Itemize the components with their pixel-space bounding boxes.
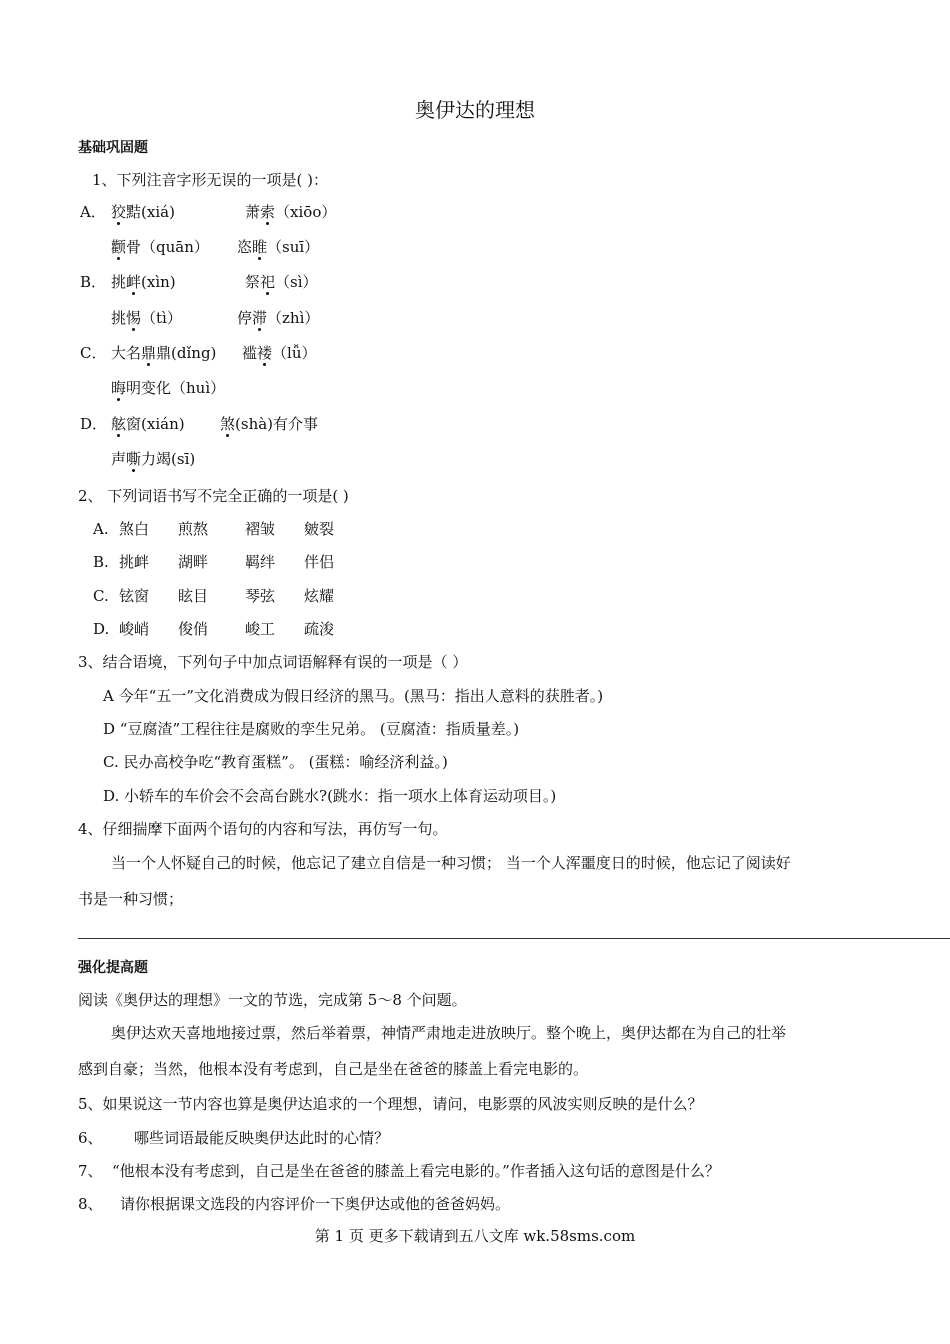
section-heading-basic: 基础巩固题 — [78, 140, 148, 156]
emphasis-dot-char: 惕 — [126, 309, 142, 327]
question-text: 哪些词语最能反映奥伊达此时的心情？ — [134, 1129, 390, 1147]
q2-option-label: A. — [93, 520, 109, 538]
q1-word: 声嘶力竭(sī) — [111, 450, 196, 468]
q2-word: 羁绊 — [245, 553, 276, 571]
emphasis-dot-char: 晦 — [111, 379, 127, 397]
reading-intro: 阅读《奥伊达的理想》一文的节选，完成第 5～8 个问题。 — [78, 991, 467, 1009]
q1-word: 狡黠(xiá) — [111, 203, 175, 221]
q3-option: D “豆腐渣”工程往往是腐败的孪生兄弟。 (豆腐渣：指质量差。) — [103, 720, 520, 738]
q3-option: D. 小轿车的车价会不会高台跳水?(跳水：指一项水上体育运动项目。) — [103, 787, 557, 805]
q1-word: 晦明变化（huì） — [111, 379, 226, 397]
emphasis-dot-char: 鼎 — [141, 344, 157, 362]
emphasis-dot-char: 嘶 — [126, 450, 142, 468]
answer-line — [78, 938, 950, 939]
q1-word: 颧骨（quān） — [111, 238, 209, 256]
q2-word: 伴侣 — [304, 553, 335, 571]
q1-word: 恣睢（suī） — [237, 238, 320, 256]
q1-word: 萧索（xiōo） — [245, 203, 337, 221]
q4-stem: 4、仔细揣摩下面两个语句的内容和写法，再仿写一句。 — [78, 820, 448, 838]
q1-option-label: B． — [80, 273, 107, 291]
q1-word: 祭祀（sì） — [245, 273, 318, 291]
q1-word: 大名鼎鼎(dǐng) — [111, 344, 217, 362]
emphasis-dot-char: 褛 — [257, 344, 273, 362]
page-footer: 第 1 页 更多下载请到五八文库 wk.58sms.com — [314, 1227, 636, 1245]
q3-option: A 今年“五一”文化消费成为假日经济的黑马。(黑马：指出人意料的获胜者。) — [103, 687, 604, 705]
reading-passage-line: 奥伊达欢天喜地地接过票，然后举着票，神情严肃地走进放映厅。整个晚上，奥伊达都在为自己的壮举 — [111, 1024, 787, 1042]
q2-word: 峻峭 — [119, 620, 150, 638]
question-text: “他根本没有考虑到，自己是坐在爸爸的膝盖上看完电影的。”作者插入这句话的意图是什么？ — [112, 1162, 720, 1180]
q2-word: 煎熬 — [178, 520, 209, 538]
question-number: 6、 — [78, 1129, 103, 1147]
question-number: 8、 — [78, 1195, 103, 1213]
q2-word: 眩目 — [178, 587, 209, 605]
q1-option-label: D． — [80, 415, 108, 433]
question-item: 5、如果说这一节内容也算是奥伊达追求的一个理想，请问，电影票的风波实则反映的是什么？ — [78, 1095, 703, 1113]
q2-word: 琴弦 — [245, 587, 276, 605]
q1-option-label: A． — [80, 203, 106, 221]
q1-stem: 1、下列注音字形无误的一项是( )： — [92, 171, 329, 189]
q2-word: 炫耀 — [304, 587, 335, 605]
emphasis-dot-char: 舷 — [111, 415, 127, 433]
q2-word: 俊俏 — [178, 620, 209, 638]
emphasis-dot-char: 衅 — [126, 273, 142, 291]
page-title: 奥伊达的理想 — [415, 98, 535, 122]
q2-word: 褶皱 — [245, 520, 276, 538]
q2-word: 峻工 — [245, 620, 276, 638]
q1-word: 挑惕（tì） — [111, 309, 182, 327]
q3-option: C. 民办高校争吃“教育蛋糕”。 (蛋糕：喻经济利益。) — [103, 753, 448, 771]
reading-passage-line: 感到自豪；当然，他根本没有考虑到，自己是坐在爸爸的膝盖上看完电影的。 — [78, 1060, 589, 1078]
q2-option-label: D. — [93, 620, 110, 638]
q1-word: 舷窗(xián) — [111, 415, 185, 433]
q4-example-line: 书是一种习惯； — [78, 890, 184, 908]
q4-example-line: 当一个人怀疑自己的时候，他忘记了建立自信是一种习惯； 当一个人浑噩度日的时候，他忘记了阅读好 — [111, 854, 791, 872]
q3-stem: 3、结合语境，下列句子中加点词语解释有误的一项是（ ） — [78, 653, 468, 671]
question-number: 7、 — [78, 1162, 103, 1180]
q1-word: 停滞（zhì） — [237, 309, 320, 327]
emphasis-dot-char: 滞 — [252, 309, 268, 327]
q2-stem: 2、 下列词语书写不完全正确的一项是( ) — [78, 487, 349, 505]
emphasis-dot-char: 索 — [260, 203, 276, 221]
q2-option-label: B. — [93, 553, 109, 571]
emphasis-dot-char: 祀 — [260, 273, 276, 291]
q2-word: 皴裂 — [304, 520, 335, 538]
q2-word: 挑衅 — [119, 553, 150, 571]
q2-option-label: C. — [93, 587, 109, 605]
section-heading-advanced: 强化提高题 — [78, 960, 148, 976]
q2-word: 疏浚 — [304, 620, 335, 638]
emphasis-dot-char: 颧 — [111, 238, 127, 256]
question-text: 请你根据课文选段的内容评价一下奥伊达或他的爸爸妈妈。 — [120, 1195, 511, 1213]
q1-option-label: C． — [80, 344, 107, 362]
q2-word: 煞白 — [119, 520, 150, 538]
emphasis-dot-char: 睢 — [252, 238, 268, 256]
emphasis-dot-char: 狡 — [111, 203, 127, 221]
q2-word: 湖畔 — [178, 553, 209, 571]
q1-word: 挑衅(xìn) — [111, 273, 176, 291]
emphasis-dot-char: 煞 — [220, 415, 236, 433]
q1-word: 褴褛（lǚ） — [242, 344, 317, 362]
q2-word: 铉窗 — [119, 587, 150, 605]
q1-word: 煞(shà)有介事 — [220, 415, 319, 433]
